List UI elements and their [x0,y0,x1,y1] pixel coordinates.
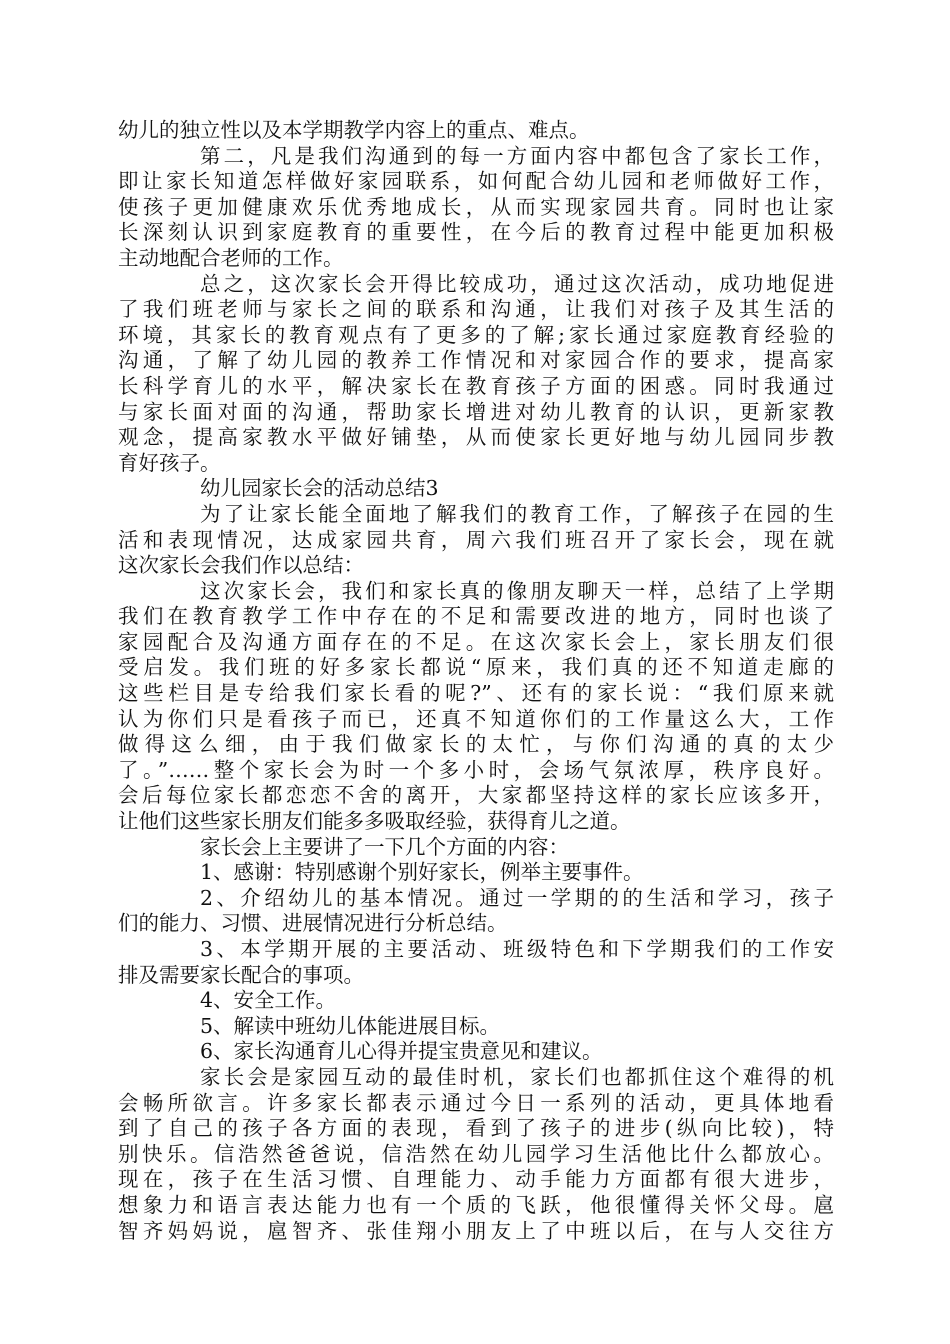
text-line: 认为你们只是看孩子而已，还真不知道你们的工作量这么大，工作 [118,706,834,731]
document-body [118,118,834,1244]
text-line: 第二，凡是我们沟通到的每一方面内容中都包含了家长工作， [200,143,834,168]
text-line: 家长会上主要讲了一下几个方面的内容： [200,834,569,859]
text-line: 为了让家长能全面地了解我们的教育工作，了解孩子在园的生 [200,501,834,526]
text-line: 5、解读中班幼儿体能进展目标。 [200,1013,501,1038]
text-line: 观念，提高家教水平做好铺垫，从而使家长更好地与幼儿园同步教 [118,425,834,450]
text-line: 长科学育儿的水平，解决家长在教育孩子方面的困惑。同时我通过 [118,373,834,398]
text-line: 了我们班老师与家长之间的联系和沟通，让我们对孩子及其生活的 [118,297,834,322]
text-line: 家园配合及沟通方面存在的不足。在这次家长会上，家长朋友们很 [118,629,834,654]
text-line: 别快乐。信浩然爸爸说，信浩然在幼儿园学习生活他比什么都放心。 [118,1141,834,1166]
text-line: 育好孩子。 [118,450,221,475]
text-line: 了。”……整个家长会为时一个多小时，会场气氛浓厚，秩序良好。 [118,757,834,782]
text-line: 6、家长沟通育儿心得并提宝贵意见和建议。 [200,1039,603,1064]
text-line: 活和表现情况，达成家园共育，周六我们班召开了家长会，现在就 [118,527,834,552]
text-line: 幼儿的独立性以及本学期教学内容上的重点、难点。 [118,118,590,142]
text-line: 主动地配合老师的工作。 [118,245,344,270]
text-line: 们的能力、习惯、进展情况进行分析总结。 [118,911,508,936]
text-line: 1、感谢：特别感谢个别好家长，例举主要事件。 [200,860,644,885]
text-line: 家长会是家园互动的最佳时机，家长们也都抓住这个难得的机 [200,1064,834,1089]
text-line: 排及需要家长配合的事项。 [118,962,364,987]
text-line: 这些栏目是专给我们家长看的呢?”、还有的家长说：“我们原来就 [118,681,834,706]
text-line: 让他们这些家长朋友们能多多吸取经验，获得育儿之道。 [118,809,631,834]
text-line: 这次家长会，我们和家长真的像朋友聊天一样，总结了上学期 [200,578,834,603]
text-line: 现在，孩子在生活习惯、自理能力、动手能力方面都有很大进步， [118,1167,834,1192]
text-line: 幼儿园家长会的活动总结3 [200,476,439,501]
text-line: 这次家长会我们作以总结： [118,553,364,578]
text-line: 即让家长知道怎样做好家园联系，如何配合幼儿园和老师做好工作， [118,169,834,194]
text-line: 2、介绍幼儿的基本情况。通过一学期的的生活和学习，孩子 [200,885,834,910]
text-line: 使孩子更加健康欢乐优秀地成长，从而实现家园共育。同时也让家 [118,194,834,219]
text-line: 会后每位家长都恋恋不舍的离开，大家都坚持这样的家长应该多开， [118,783,834,808]
text-line: 环境，其家长的教育观点有了更多的了解;家长通过家庭教育经验的 [118,322,834,347]
text-line: 想象力和语言表达能力也有一个质的飞跃，他很懂得关怀父母。扈 [118,1192,834,1217]
text-line: 长深刻认识到家庭教育的重要性，在今后的教育过程中能更加积极 [118,220,834,245]
text-line: 总之，这次家长会开得比较成功，通过这次活动，成功地促进 [200,271,834,296]
text-line: 与家长面对面的沟通，帮助家长增进对幼儿教育的认识，更新家教 [118,399,834,424]
text-line: 我们在教育教学工作中存在的不足和需要改进的地方，同时也谈了 [118,604,834,629]
text-line: 到了自己的孩子各方面的表现，看到了孩子的进步(纵向比较)，特 [118,1116,834,1141]
text-line: 受启发。我们班的好多家长都说“原来，我们真的还不知道走廊的 [118,655,834,680]
text-line: 做得这么细，由于我们做家长的太忙，与你们沟通的真的太少 [118,732,834,757]
text-line: 3、本学期开展的主要活动、班级特色和下学期我们的工作安 [200,937,834,961]
text-line: 会畅所欲言。许多家长都表示通过今日一系列的活动，更具体地看 [118,1090,834,1115]
text-line: 沟通，了解了幼儿园的教养工作情况和对家园合作的要求，提高家 [118,348,834,373]
text-line: 4、安全工作。 [200,988,337,1013]
text-line: 智齐妈妈说，扈智齐、张佳翔小朋友上了中班以后，在与人交往方 [118,1218,834,1243]
